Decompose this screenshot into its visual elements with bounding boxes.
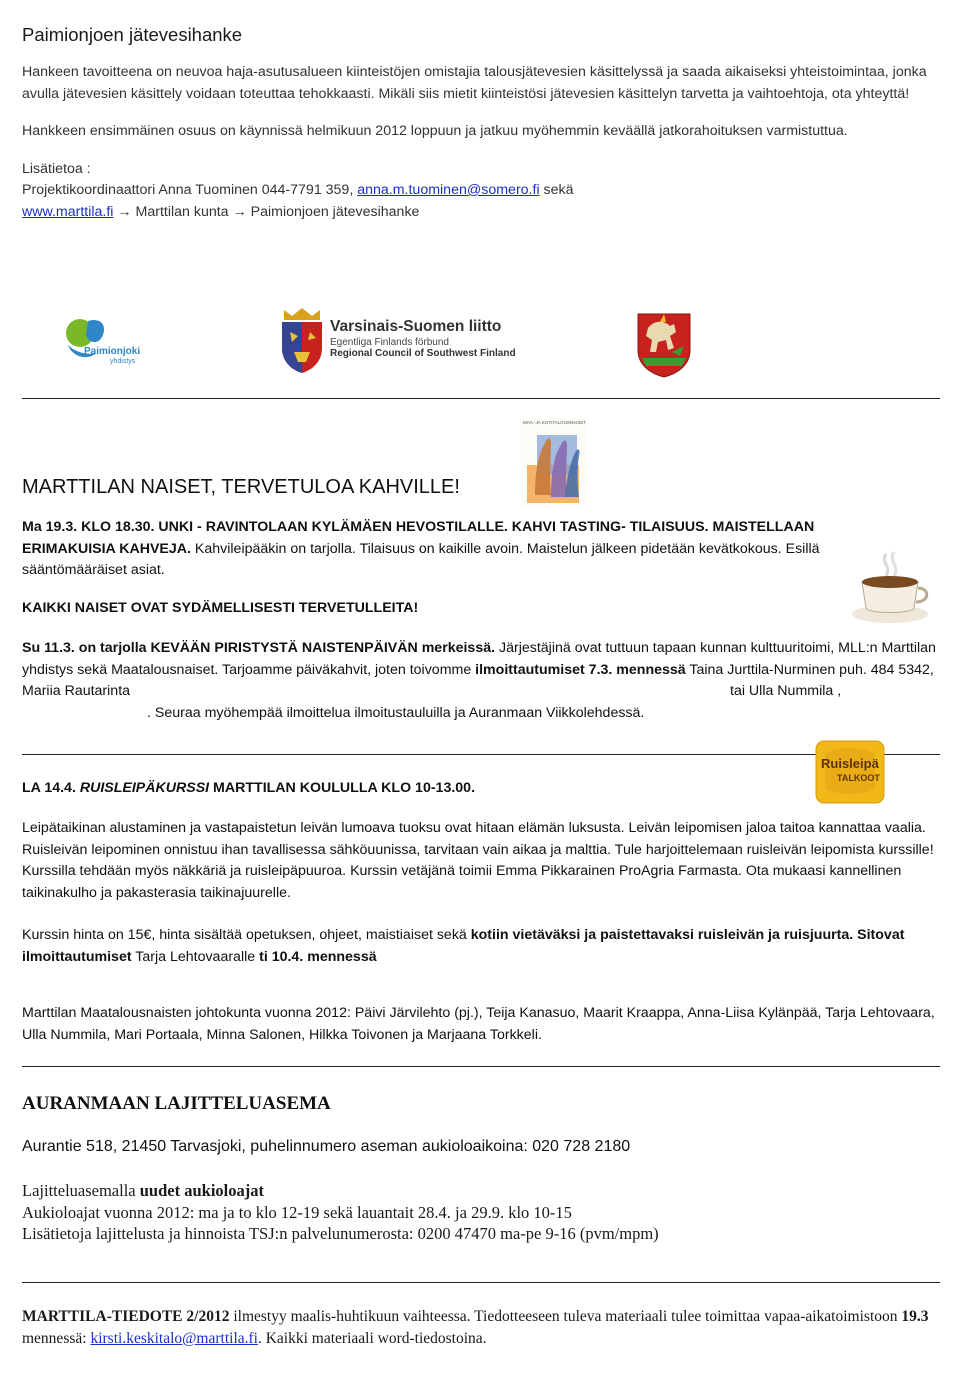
women-figures-icon xyxy=(521,425,587,505)
lajittelu-line1 xyxy=(22,1180,938,1202)
vs-logo-line3: Regional Council of Southwest Finland xyxy=(330,348,516,359)
board-text: Marttilan Maatalousnaisten johtokunta vuonna 2012: Päivi Järvilehto (pj.), Teija Kanasuo, Maarit Kraappa, Anna-Liisa Kylänpää, Tarja Lehtovaara, Ulla Nummila, Mari Portaala, Minna Salonen, Hilkka Toivonen ja Marjaana Torkkeli. xyxy=(22,1005,935,1043)
welcome-bold: KAIKKI NAISET OVAT SYDÄMELLISESTI TERVETULLEITA! xyxy=(22,599,419,616)
tiedote-text2: mennessä: xyxy=(22,1329,91,1347)
lajittelu-line1-bold: uudet aukioloajat xyxy=(139,1181,264,1200)
tiedote-bold: MARTTILA-TIEDOTE 2/2012 xyxy=(22,1308,230,1325)
su-event-tail: tai Ulla Nummila , xyxy=(730,683,842,699)
ruisleipa-description: Leipätaikinan alustaminen ja vastapaistetun leivän lumoava tuoksu ovat hitaan elämän luksusta. Leivän leipomisen jaloa taitoa kannattaa vaalia. Ruisleivän leipominen onnistuu ihan tavallisessa sähköuunissa, tarvitaan vain aikaa ja malttia. Tule harjoittelemaan ruisleivän leipomista kurssille! Kurssilla tehdään myös näkkäriä ja ruisleipäpuuroa. Kurssin vetäjänä toimii Emma Pikkarainen ProAgria Farmasta. Ota mukaasi kannellinen taikinakulho ja pakasterasia taikinajuurelle. xyxy=(22,820,934,901)
tiedote-text3: . Kaikki materiaali word-tiedostoina. xyxy=(257,1329,487,1347)
ruisleipa-body xyxy=(22,818,938,968)
coffee-cup-image xyxy=(840,548,938,626)
divider-3 xyxy=(22,1066,940,1067)
municipal-crest-icon xyxy=(636,312,692,378)
tiedote-text xyxy=(22,1306,932,1349)
lajittelu-hours xyxy=(22,1180,938,1245)
ma-event-rest: Kahvileipääkin on tarjolla. Tilaisuus on kaikille avoin. Maistelun jälkeen pidetään kevätkokous. Esillä sääntömääräiset asiat. xyxy=(22,540,820,578)
ruisleipa-heading-post: MARTTILAN KOULULLA KLO 10-13.00. xyxy=(209,780,476,796)
contact-suffix: sekä xyxy=(539,182,574,198)
status-paragraph: Hankkeen ensimmäinen osuus on käynnissä helmikuun 2012 loppuun ja jatkuu myöhemmin keväällä jatkorahoituksen varmistuttua. xyxy=(22,123,848,139)
logo-paimionjoki-sub: yhdistys xyxy=(110,358,136,365)
lajittelu-address: Aurantie 518, 21450 Tarvasjoki, puhelinnumero aseman aukioloaikoina: 020 728 2180 xyxy=(22,1138,631,1155)
lajittelu-line3: Lisätietoja lajittelusta ja hinnoista TSJ:n palvelunumerosta: 0200 47470 ma-pe 9-16 (pvm/mpm) xyxy=(22,1224,659,1243)
lajittelu-heading: AURANMAAN LAJITTELUASEMA xyxy=(22,1093,331,1114)
su-event-bold: Su 11.3. on tarjolla KEVÄÄN PIRISTYSTÄ NAISTENPÄIVÄN merkeissä. xyxy=(22,640,496,656)
divider-1 xyxy=(22,398,940,399)
kahvit-heading: MARTTILAN NAISET, TERVETULOA KAHVILLE! xyxy=(22,476,460,498)
ruisleipa-price-c: Tarja Lehtovaaralle xyxy=(131,948,260,965)
info-label: Lisätietoa : xyxy=(22,160,91,177)
vs-logo-line1: Varsinais-Suomen liitto xyxy=(330,318,502,335)
board-section xyxy=(22,1003,938,1046)
ruisleipa-heading xyxy=(22,778,475,800)
ma-event xyxy=(22,517,832,619)
divider-2 xyxy=(22,754,940,755)
contact-prefix: Projektikoordinaattori Anna Tuominen 044-7791 359, xyxy=(22,182,358,198)
su-event-rest2: Taina Jurttila-Nurminen puh. 484 5342, Mariia Rautarinta xyxy=(22,661,934,699)
ruisleipa-price xyxy=(22,925,938,968)
logo-paimionjoki-text: Paimionjoki xyxy=(84,346,141,357)
ruisleipa-logo xyxy=(815,740,885,804)
section-title: Paimionjoen jätevesihanke xyxy=(22,24,243,45)
web-path: → Marttilan kunta → Paimionjoen jätevesihanke xyxy=(113,203,420,220)
tiedote-text1: ilmestyy maalis-huhtikuun vaihteessa. Tiedotteeseen tuleva materiaali tulee toimittaa vapaa-aikatoimistoon xyxy=(229,1308,902,1325)
intro-paragraph: Hankeen tavoitteena on neuvoa haja-asutusalueen kiinteistöjen omistajia talousjätevesien käsittelyssä ja saada aikaiseksi yhteistoimintaa, jonka avulla jätevesien käsittely voidaan toteuttaa tehokkaasti. Mikäli siis mietit kiinteistösi jätevesien käsittelyn tarvetta ja vaihtoehtoja, ota yhteyttä! xyxy=(22,64,927,102)
su-event-rest1: Järjestäjinä ovat tuttuun tapaan kunnan kulttuuritoimi, MLL:n Marttilan yhdistys sekä Maatalousnaiset. Tarjoamme päiväkahvit, joten toivomme xyxy=(22,640,936,678)
contact-line xyxy=(22,180,940,202)
ruisleipa-heading-italic: RUISLEIPÄKURSSI xyxy=(79,780,210,796)
paimionjoki-section xyxy=(22,24,940,223)
lajittelu-line2: Aukioloajat vuonna 2012: ma ja to klo 12-19 sekä lauantait 28.4. ja 29.9. klo 10-15 xyxy=(22,1202,572,1222)
coffee-cup-icon xyxy=(840,548,938,626)
ruisleipa-price-a: Kurssin hinta on 15€, hinta sisältää opetuksen, ohjeet, maistiaiset sekä xyxy=(22,927,471,943)
crest-icon xyxy=(278,308,326,374)
maa-kotitalousnaiset-logo xyxy=(521,418,587,506)
ruisleipa-price-b: kotiin vietäväksi ja paistettavaksi ruisleivän ja ruisjuurta. Sitovat ilmoittautumiset xyxy=(22,927,905,965)
contact-email-link[interactable]: anna.m.tuominen@somero.fi xyxy=(357,182,540,198)
vs-logo-line2: Egentliga Finlands förbund xyxy=(330,337,449,348)
web-link[interactable]: www.marttila.fi xyxy=(22,203,114,220)
logo-marttila-crest xyxy=(636,312,692,378)
ruisleipa-talkoot-icon xyxy=(815,740,885,804)
tiedote-email-link[interactable]: kirsti.keskitalo@marttila.fi xyxy=(90,1329,258,1347)
lajittelu-line1-pre: Lajitteluasemalla xyxy=(22,1181,140,1200)
ruisleipa-logo-line2: TALKOOT xyxy=(837,773,880,783)
ruisleipa-heading-pre: LA 14.4. xyxy=(22,780,80,796)
maa-kotitalousnaiset-logo-text: MAA- JA KOTITALOUSNAISET xyxy=(523,420,587,425)
ruisleipa-logo-line1: Ruisleipä xyxy=(821,756,879,771)
ruisleipa-heading-text xyxy=(22,778,475,800)
divider-4 xyxy=(22,1282,940,1283)
su-event-last: . Seuraa myöhempää ilmoittelua ilmoitustauluilla ja Auranmaan Viikkolehdessä. xyxy=(147,705,645,721)
web-line xyxy=(22,202,940,224)
tiedote-date: 19.3 xyxy=(901,1308,929,1325)
ruisleipa-price-d: ti 10.4. mennessä xyxy=(259,948,377,965)
su-event-bold2: ilmoittautumiset 7.3. mennessä xyxy=(475,661,686,678)
tiedote-section xyxy=(22,1306,932,1349)
ma-event-text xyxy=(22,517,832,582)
welcome-text xyxy=(22,598,832,620)
logo-varsinais-suomi-crest xyxy=(278,308,326,374)
ma-event-bold: Ma 19.3. KLO 18.30. UNKI - RAVINTOLAAN KYLÄMÄEN HEVOSTILALLE. KAHVI TASTING- TILAISUUS. MAISTELLAAN ERIMAKUISIA KAHVEJA. xyxy=(22,519,815,557)
